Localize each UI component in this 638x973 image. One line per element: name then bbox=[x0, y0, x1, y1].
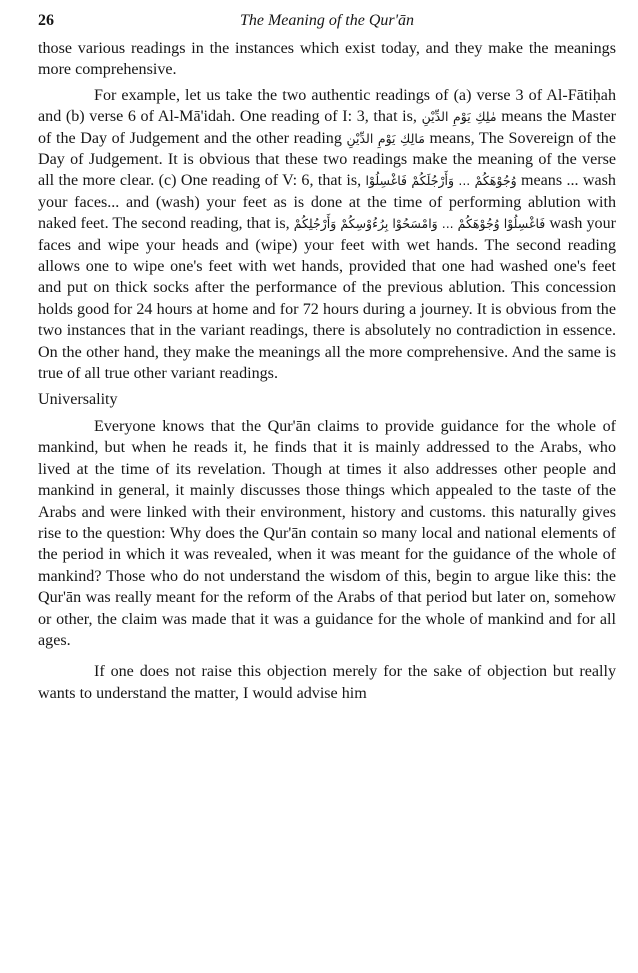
text-run: means, The Sovereign of the Day of Judgement. It is obvious that these two readings make the meaning of the verse all the more clear. (c) One reading of V: 6, that is, bbox=[38, 129, 617, 190]
paragraph-universality: Everyone knows that the Qur'ān claims to provide guidance for the whole of mankind, but when he reads it, he finds that it is mainly addressed to the Arabs, who lived at the time of its revelation. Though at times it also addresses other people and mankind in general, it mainly discusses those things which appealed to the taste of the Arabs and were linked with their environment, history and customs. this naturally gives rise to the question: Why does the Qur'ān contain so many local and national elements of the period in which it was revealed, when it was meant for the guidance of the whole of mankind? Those who do not understand the wisdom of this, begin to argue like this: the Qur'ān was really meant for the reform of the Arabs of that period but later on, somehow or other, the claim was made that it was a guidance for the whole of mankind and for all ages. bbox=[38, 417, 616, 649]
arabic-phrase-maalik: مَالِكِ يَوْمِ الدِّيْنِ bbox=[346, 130, 425, 146]
arabic-phrase-wujuhakum: وُجُوْهَكُمْ ... وَأَرْجُلَكُمْ bbox=[411, 173, 517, 189]
page-number: 26 bbox=[38, 12, 54, 29]
arabic-phrase-second-reading: فَاغْسِلُوْا وُجُوْهَكُمْ ... وَامْسَحُوْا بِرُءُوْسِكُمْ وَأَرْجُلِكُمْ bbox=[293, 216, 546, 232]
text-run: means the Master of the Day of Judgement and the other reading bbox=[38, 108, 617, 147]
page-header bbox=[38, 10, 616, 38]
arabic-word-faghsilu: فَاغْسِلُوْا bbox=[365, 173, 408, 189]
text-run: wash your faces and wipe your heads and (wipe) your feet with wet hands. The second reading allows one to wipe one's feet with wet hands, provided that one had washed one's feet and put on thick socks after the performance of the previous ablution. This concession holds good for 24 hours at home and for 72 hours during a journey. It is obvious from the two instances that in the variant readings, there is absolutely no contradiction in essence. On the other hand, they make the meanings all the more comprehensive. And the same is true of all true other variant readings. bbox=[38, 215, 617, 383]
text-run: means ... wash your faces... and (wash) your feet as is done at the time of performing ablution with naked feet. The second reading, that is, bbox=[38, 172, 616, 233]
arabic-phrase-malik: مٰلِكِ يَوْمِ الدِّيْنِ bbox=[421, 109, 497, 125]
body-text bbox=[38, 38, 616, 704]
section-heading: Universality bbox=[38, 390, 118, 408]
running-title: The Meaning of the Qur'ān bbox=[239, 12, 415, 29]
text-run: For example, let us take the two authentic readings of (a) verse 3 of Al-Fātiḥah and (b) verse 6 of Al-Mā'idah. One reading of I: 3, that is, bbox=[38, 86, 616, 126]
paragraph-objection: If one does not raise this objection merely for the sake of objection but really wants to understand the matter, I would advise him bbox=[38, 663, 616, 702]
paragraph-continuation: those various readings in the instances which exist today, and they make the meanings more comprehensive. bbox=[38, 40, 616, 79]
paragraph-readings-example bbox=[38, 85, 616, 385]
